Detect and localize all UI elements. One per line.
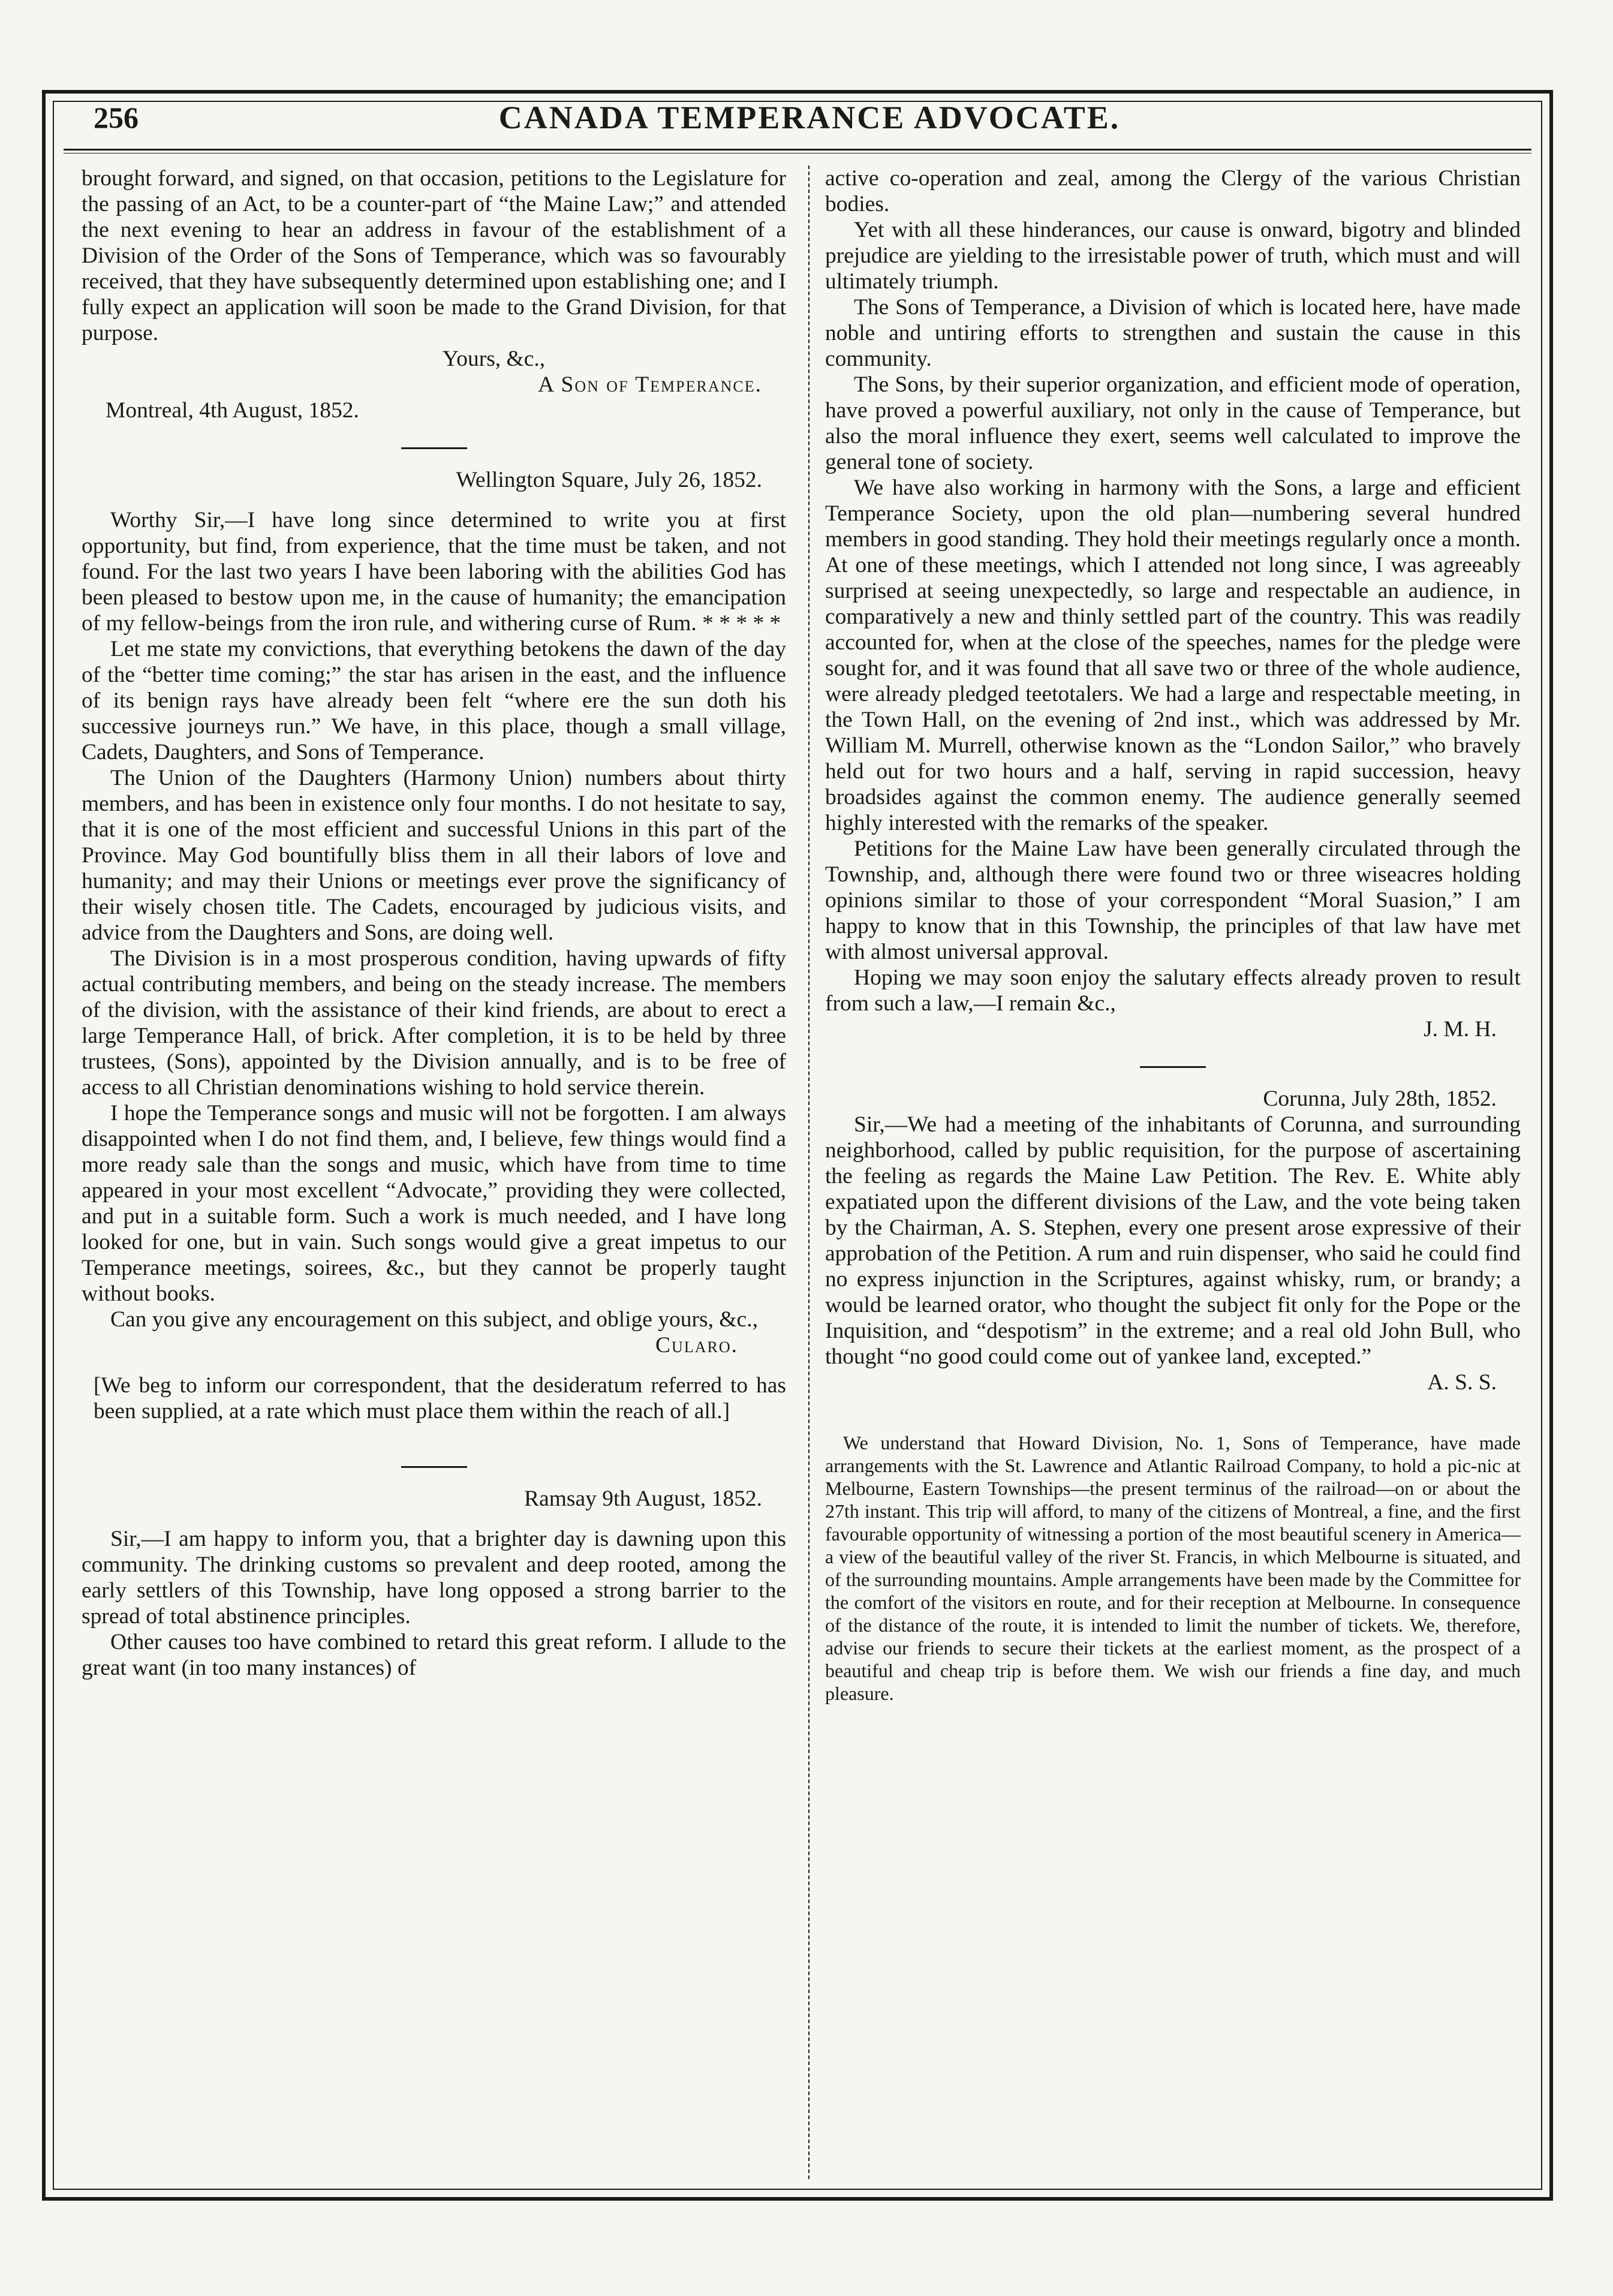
right-column [825, 165, 1521, 1705]
letter-paragraph: The Sons, by their superior organization, and efficient mode of operation, have proved a powerful auxiliary, not only in the cause of Temperance, but also the moral influence they exert, seems well calculated to improve the general tone of society. [825, 372, 1521, 474]
letter-paragraph: Worthy Sir,—I have long since determined to write you at first opportunity, but find, from experience, that the time must be taken, and not found. For the last two years I have been laboring with the abilities God has been pleased to bestow upon me, in the cause of humanity; the emancipation of my fellow-beings from the iron rule, and withering curse of Rum. * * * * * [82, 508, 786, 636]
letter-paragraph: Yet with all these hinderances, our cause is onward, bigotry and blinded prejudice are yielding to the irresistable power of truth, which must and will ultimately triumph. [825, 218, 1521, 294]
article-paragraph: brought forward, and signed, on that occasion, petitions to the Legislature for the passing of an Act, to be a counter-part of “the Maine Law;” and attended the next evening to hear an address in favour of the establishment of a Division of the Order of the Sons of Temperance, which was so favourably received, that they have subsequently determined upon establishing one; and I fully expect an application will soon be made to the Grand Division, for that purpose. [82, 166, 786, 345]
signature: A. S. S. [1427, 1370, 1497, 1395]
section-divider [1140, 1066, 1206, 1068]
dateline: Wellington Square, July 26, 1852. [456, 468, 762, 492]
letter-paragraph: Can you give any encouragement on this subject, and oblige yours, &c., [110, 1307, 758, 1332]
page-header [94, 94, 1525, 142]
letter-paragraph: I hope the Temperance songs and music will not be forgotten. I am always disappointed when I do not find them, and, I believe, few things would find a more ready sale than the songs and music, which have from time to time appeared in your most excellent “Advocate,” providing they were collected, and put in a suitable form. Such a work is much needed, and I have long looked for one, but in vain. Such songs would give a great impetus to our Temperance meetings, soirees, &c., but they cannot be properly taught without books. [82, 1101, 786, 1306]
dateline: Corunna, July 28th, 1852. [1263, 1087, 1497, 1111]
column-divider [808, 165, 809, 2179]
section-divider [401, 1466, 467, 1468]
dateline: Ramsay 9th August, 1852. [524, 1486, 762, 1511]
signature: J. M. H. [1424, 1017, 1497, 1042]
section-divider [401, 447, 467, 449]
letter-paragraph: Petitions for the Maine Law have been generally circulated through the Township, and, although there were found two or three wiseacres holding opinions similar to those of your correspondent “Moral Suasion,” I am happy to know that in this Township, the principles of that law have met with almost universal approval. [825, 836, 1521, 964]
letter-paragraph: The Union of the Daughters (Harmony Union) numbers about thirty members, and has been in existence only four months. I do not hesitate to say, that it is one of the most efficient and successful Unions in this part of the Province. May God bountifully bliss them in all their labors of love and humanity; and may their Unions or meetings ever prove the significancy of their wisely chosen title. The Cadets, encouraged by judicious visits, and advice from the Daughters and Sons, are doing well. [82, 766, 786, 945]
letter-paragraph: Let me state my convictions, that everything betokens the dawn of the day of the “better time coming;” the star has arisen in the east, and the influence of its benign rays have already been felt “where ere the sun doth his successive journeys run.” We have, in this place, though a small village, Cadets, Daughters, and Sons of Temperance. [82, 637, 786, 765]
left-column [82, 165, 786, 1681]
dateline: Montreal, 4th August, 1852. [106, 398, 359, 423]
letter-paragraph: Other causes too have combined to retard this great reform. I allude to the great want (in too many instances) of [82, 1630, 786, 1680]
closing-yours: Yours, &c., [442, 347, 546, 371]
signature: A Son of Temperance. [538, 372, 762, 397]
letter-paragraph: active co-operation and zeal, among the Clergy of the various Christian bodies. [825, 166, 1521, 216]
header-rule [64, 149, 1531, 154]
publication-title: CANADA TEMPERANCE ADVOCATE. [498, 100, 1121, 136]
editorial-note: [We beg to inform our correspondent, that the desideratum referred to has been supplied, at a rate which must place them within the reach of all.] [94, 1373, 786, 1424]
letter-paragraph: Hoping we may soon enjoy the salutary effects already proven to result from such a law,—I remain &c., [825, 965, 1521, 1016]
signature: Cularo. [655, 1333, 738, 1358]
letter-paragraph: Sir,—We had a meeting of the inhabitants of Corunna, and surrounding neighborhood, called by public requisition, for the purpose of ascertaining the feeling as regards the Maine Law Petition. The Rev. E. White ably expatiated upon the different divisions of the Law, and the vote being taken by the Chairman, A. S. Stephen, every one present arose expressive of their approbation of the Petition. A rum and ruin dispenser, who said he could find no express injunction in the Scriptures, against whisky, rum, or brandy; a would be learned orator, who thought the subject fit only for the Pope or the Inquisition, and “despotism” in the extreme; and a real old John Bull, who thought “no good could come out of yankee land, excepted.” [825, 1112, 1521, 1369]
letter-paragraph: The Sons of Temperance, a Division of which is located here, have made noble and untiring efforts to strengthen and sustain the cause in this community. [825, 295, 1521, 371]
newspaper-page [42, 90, 1553, 2201]
letter-paragraph: We have also working in harmony with the Sons, a large and efficient Temperance Society, upon the old plan—numbering several hundred members in good standing. They hold their meetings regularly once a month. At one of these meetings, which I attended not long since, I was agreeably surprised at seeing unexpectedly, so large and respectable an audience, in comparatively a new and thinly settled part of the country. This was readily accounted for, when at the close of the speeches, names for the pledge were sought for, and it was found that all save two or three of the whole audience, were already pledged teetotalers. We had a large and respectable meeting, in the Town Hall, on the evening of 2nd inst., which was addressed by Mr. William M. Murrell, otherwise known as the “London Sailor,” who bravely held out for two hours and a half, serving in rapid succession, heavy broadsides against the common enemy. The audience generally seemed highly interested with the remarks of the speaker. [825, 476, 1521, 835]
notice-paragraph: We understand that Howard Division, No. 1, Sons of Temperance, have made arrangements with the St. Lawrence and Atlantic Railroad Company, to hold a pic-nic at Melbourne, Eastern Townships—the present terminus of the railroad—on or about the 27th instant. This trip will afford, to many of the citizens of Montreal, a fine, and the first favourable opportunity of witnessing a portion of the most beautiful scenery in America—a view of the beautiful valley of the river St. Francis, in which Melbourne is situated, and of the surrounding mountains. Ample arrangements have been made by the Committee for the comfort of the visitors en route, and for their reception at Melbourne. In consequence of the distance of the route, it is intended to limit the number of tickets. We, therefore, advise our friends to secure their tickets at the earliest moment, as the prospect of a beautiful and cheap trip is before them. We wish our friends a fine day, and much pleasure. [825, 1432, 1521, 1704]
letter-paragraph: Sir,—I am happy to inform you, that a brighter day is dawning upon this community. The drinking customs so prevalent and deep rooted, among the early settlers of this Township, have long opposed a strong barrier to the spread of total abstinence principles. [82, 1527, 786, 1629]
pic-nic-notice [825, 1431, 1521, 1705]
letter-paragraph: The Division is in a most prosperous condition, having upwards of fifty actual contributing members, and being on the steady increase. The members of the division, with the assistance of their kind friends, are about to erect a large Temperance Hall, of brick. After completion, it is to be held by three trustees, (Sons), appointed by the Division annually, and is to be free of access to all Christian denominations wishing to hold service therein. [82, 946, 786, 1100]
page-number: 256 [94, 101, 139, 134]
